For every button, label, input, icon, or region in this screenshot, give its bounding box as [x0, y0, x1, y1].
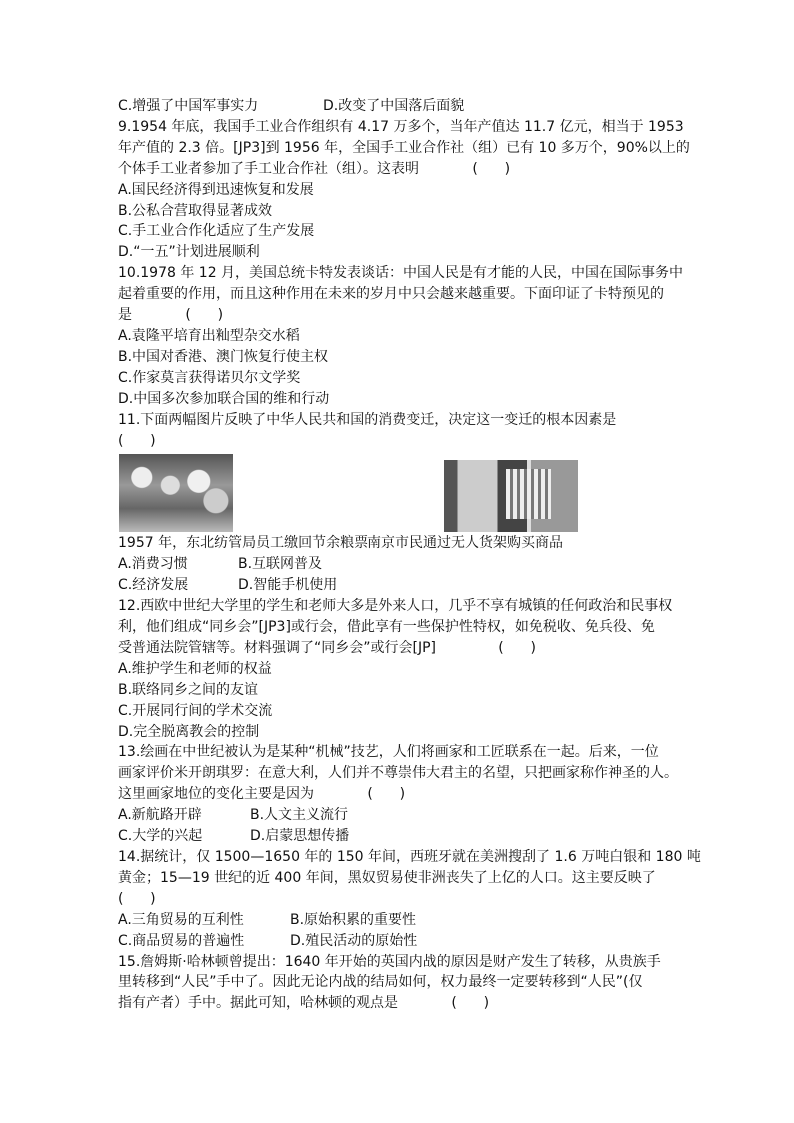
- q12-option-b: B.联络同乡之间的友谊: [118, 681, 259, 698]
- photo-1957-grain-coupons: [119, 454, 233, 532]
- q10-option-a: A.袁隆平培育出籼型杂交水稻: [118, 327, 300, 344]
- caption-left: 1957 年，东北纺管局员工缴回节余粮票: [118, 535, 369, 552]
- q10-stem-line: 是 ( ): [118, 307, 224, 324]
- q12-stem-line: 受普通法院管辖等。材料强调了“同乡会”或行会[JP] ( ): [118, 639, 536, 656]
- q13-option-a: A.新航路开辟: [118, 807, 202, 824]
- q12-option-c: C.开展同行间的学术交流: [118, 702, 273, 719]
- question-9: [118, 117, 718, 263]
- question-13: [118, 742, 718, 847]
- q11-stem-line: ( ): [118, 432, 156, 449]
- question-12: [118, 596, 718, 742]
- q9-stem-line: 年产值的 2.3 倍。[JP3]到 1956 年，全国手工业合作社（组）已有 10 多万个，90%以上的: [118, 139, 690, 156]
- q10-stem-line: 10.1978 年 12 月，美国总统卡特发表谈话：中国人民是有才能的人民，中国在国际事务中: [118, 265, 684, 282]
- q9-option-c: C.手工业合作化适应了生产发展: [118, 223, 315, 240]
- q12-stem-line: 利，他们组成“同乡会”[JP3]或行会，借此享有一些保护性特权，如免税收、免兵役、免: [118, 619, 655, 636]
- q12-option-d: D.完全脱离教会的控制: [118, 723, 260, 740]
- q11-option-d: D.智能手机使用: [238, 577, 338, 594]
- q12-stem-line: 12.西欧中世纪大学里的学生和老师大多是外来人口，几乎不享有城镇的任何政治和民事权: [118, 598, 673, 615]
- q9-option-d: D.“一五”计划进展顺利: [118, 244, 260, 261]
- q9-stem-line: 9.1954 年底，我国手工业合作组织有 4.17 万多个，当年产值达 11.7 亿元，相当于 1953: [118, 118, 684, 135]
- q14-options-row: [118, 910, 718, 931]
- q14-option-b: B.原始积累的重要性: [290, 911, 417, 928]
- q14-stem-line: 14.据统计，仅 1500—1650 年的 150 年间，西班牙就在美洲搜刮了 1.6 万吨白银和 180 吨: [118, 849, 701, 865]
- question-11: [118, 410, 718, 597]
- question-15: [118, 952, 718, 1015]
- q14-stem-line: ( ): [118, 890, 156, 907]
- q13-options-row: [118, 826, 718, 847]
- q13-stem-line: 画家评价米开朗琪罗：在意大利，人们并不尊崇伟大君主的名望，只把画家称作神圣的人。: [118, 765, 678, 782]
- q13-option-b: B.人文主义流行: [250, 807, 349, 824]
- question-14: [118, 847, 718, 952]
- q14-option-a: A.三角贸易的互利性: [118, 911, 244, 928]
- q14-options-row: [118, 931, 718, 952]
- q10-option-c: C.作家莫言获得诺贝尔文学奖: [118, 369, 301, 386]
- q9-stem-line: 个体手工业者参加了手工业合作社（组）。这表明 ( ): [118, 160, 511, 177]
- photo-unmanned-shelf: [444, 460, 578, 532]
- q10-option-b: B.中国对香港、澳门恢复行使主权: [118, 348, 329, 365]
- q11-option-c: C.经济发展: [118, 577, 189, 594]
- exam-page: [118, 96, 718, 1014]
- q15-stem-line: 里转移到“人民”手中了。因此无论内战的结局如何，权力最终一定要转移到“人民”(仅: [118, 974, 643, 991]
- q11-option-a: A.消费习惯: [118, 556, 188, 573]
- q10-stem-line: 起着重要的作用，而且这种作用在未来的岁月中只会越来越重要。下面印证了卡特预见的: [118, 286, 664, 303]
- q8-option-c: C.增强了中国军事实力: [118, 98, 259, 114]
- q9-option-a: A.国民经济得到迅速恢复和发展: [118, 181, 314, 198]
- q15-stem-line: 15.詹姆斯·哈林顿曾提出：1640 年开始的英国内战的原因是财产发生了转移，从贵族手: [118, 953, 661, 970]
- question-10: [118, 263, 718, 409]
- q12-option-a: A.维护学生和老师的权益: [118, 660, 272, 677]
- q15-stem-line: 指有产者）手中。据此可知，哈林顿的观点是 ( ): [118, 995, 490, 1012]
- q11-options-row: [118, 554, 718, 575]
- caption-right: 南京市民通过无人货架购买商品: [367, 535, 563, 552]
- q9-option-b: B.公私合营取得显著成效: [118, 202, 273, 219]
- q13-stem-line: 这里画家地位的变化主要是因为 ( ): [118, 786, 406, 803]
- q14-option-c: C.商品贸易的普遍性: [118, 932, 245, 949]
- q11-images: [118, 451, 718, 533]
- q11-option-b: B.互联网普及: [238, 556, 323, 573]
- q11-options-row: [118, 575, 718, 596]
- q13-options-row: [118, 805, 718, 826]
- q8-options-row: [118, 96, 718, 117]
- q13-stem-line: 13.绘画在中世纪被认为是某种“机械”技艺，人们将画家和工匠联系在一起。后来，一位: [118, 744, 659, 761]
- q13-option-d: D.启蒙思想传播: [250, 828, 350, 845]
- q14-option-d: D.殖民活动的原始性: [290, 932, 418, 949]
- q10-option-d: D.中国多次参加联合国的维和行动: [118, 390, 330, 407]
- q8-option-d: D.改变了中国落后面貌: [323, 98, 465, 114]
- q11-stem-line: 11.下面两幅图片反映了中华人民共和国的消费变迁，决定这一变迁的根本因素是: [118, 411, 617, 428]
- q11-captions: [118, 533, 718, 554]
- q13-option-c: C.大学的兴起: [118, 828, 203, 845]
- q14-stem-line: 黄金；15—19 世纪的近 400 年间，黑奴贸易使非洲丧失了上亿的人口。这主要反映了: [118, 869, 656, 886]
